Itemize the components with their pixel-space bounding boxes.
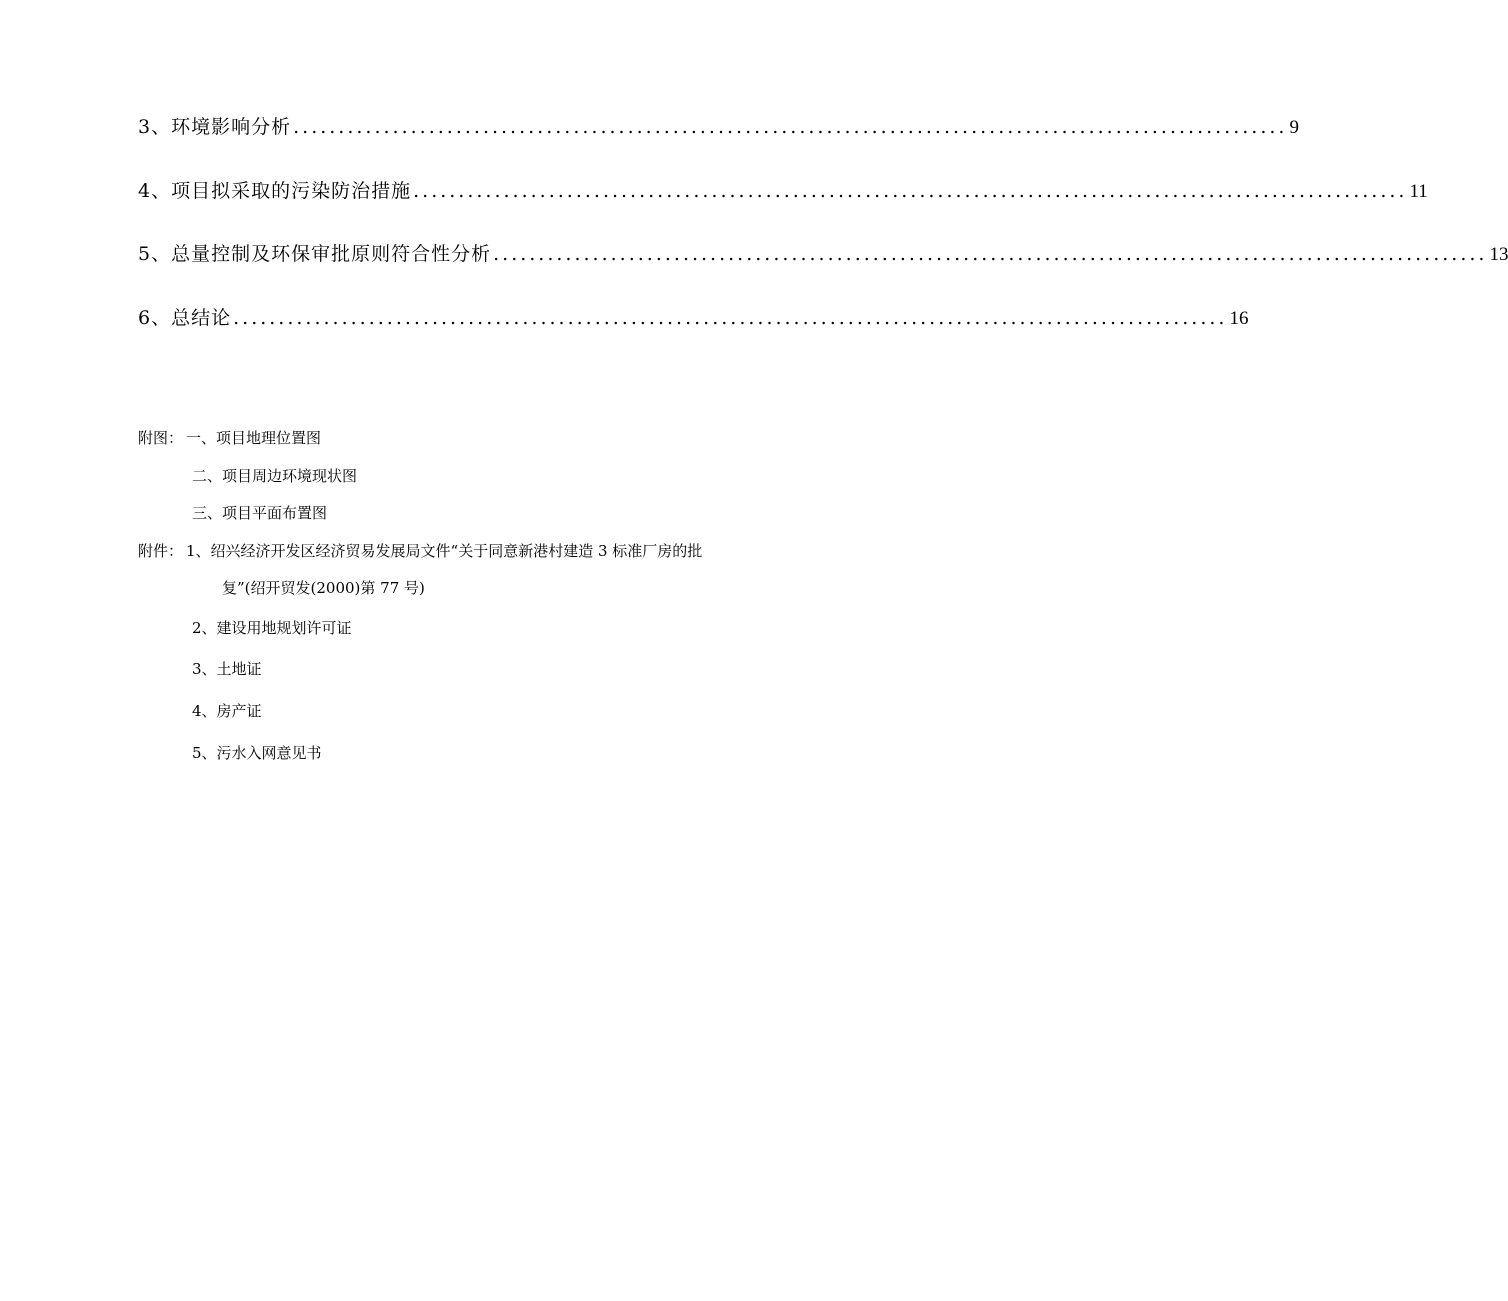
toc-entry-title: 项目拟采取的污染防治措施 — [171, 180, 412, 202]
toc-page-number: 16 — [1229, 308, 1249, 329]
toc-dot-leader: .............................................................................................................. — [233, 307, 1228, 329]
figure-item-2: 二、项目周边环境现状图 — [192, 467, 358, 485]
attachment-item-4: 4、房产证 — [192, 702, 262, 720]
attachments-label: 附件： — [138, 542, 184, 560]
toc-entry-4 — [138, 176, 1428, 206]
toc-page-number: 9 — [1289, 117, 1299, 138]
attachment-item-1-line2: 复”(绍开贸发(2000)第 77 号) — [222, 579, 425, 597]
figures-label: 附图： — [138, 429, 184, 447]
toc-entry-number: 5、 — [138, 243, 172, 265]
toc-dot-leader: .............................................................................................................. — [413, 180, 1408, 202]
toc-dot-leader: .............................................................................................................. — [493, 243, 1488, 265]
attachment-item-2: 2、建设用地规划许可证 — [192, 619, 352, 637]
toc-dot-leader: .............................................................................................................. — [293, 116, 1288, 138]
toc-page-number: 11 — [1409, 181, 1428, 202]
attachment-item-1-line1: 1、绍兴经济开发区经济贸易发展局文件“关于同意新港村建造 3 标准厂房的批 — [186, 542, 703, 560]
toc-entry-6 — [138, 303, 1249, 333]
figure-item-1: 一、项目地理位置图 — [186, 429, 322, 447]
toc-entry-number: 3、 — [138, 116, 172, 138]
toc-entry-title: 环境影响分析 — [171, 116, 292, 138]
toc-entry-number: 6、 — [138, 307, 172, 329]
toc-entry-number: 4、 — [138, 180, 172, 202]
toc-entry-title: 总量控制及环保审批原则符合性分析 — [171, 243, 492, 265]
toc-entry-5 — [138, 239, 1508, 269]
toc-entry-title: 总结论 — [171, 307, 232, 329]
figure-item-3: 三、项目平面布置图 — [192, 504, 328, 522]
attachment-item-5: 5、污水入网意见书 — [192, 744, 322, 762]
toc-page-number: 13 — [1489, 244, 1508, 265]
attachment-item-3: 3、土地证 — [192, 660, 262, 678]
toc-entry-3 — [138, 112, 1299, 142]
